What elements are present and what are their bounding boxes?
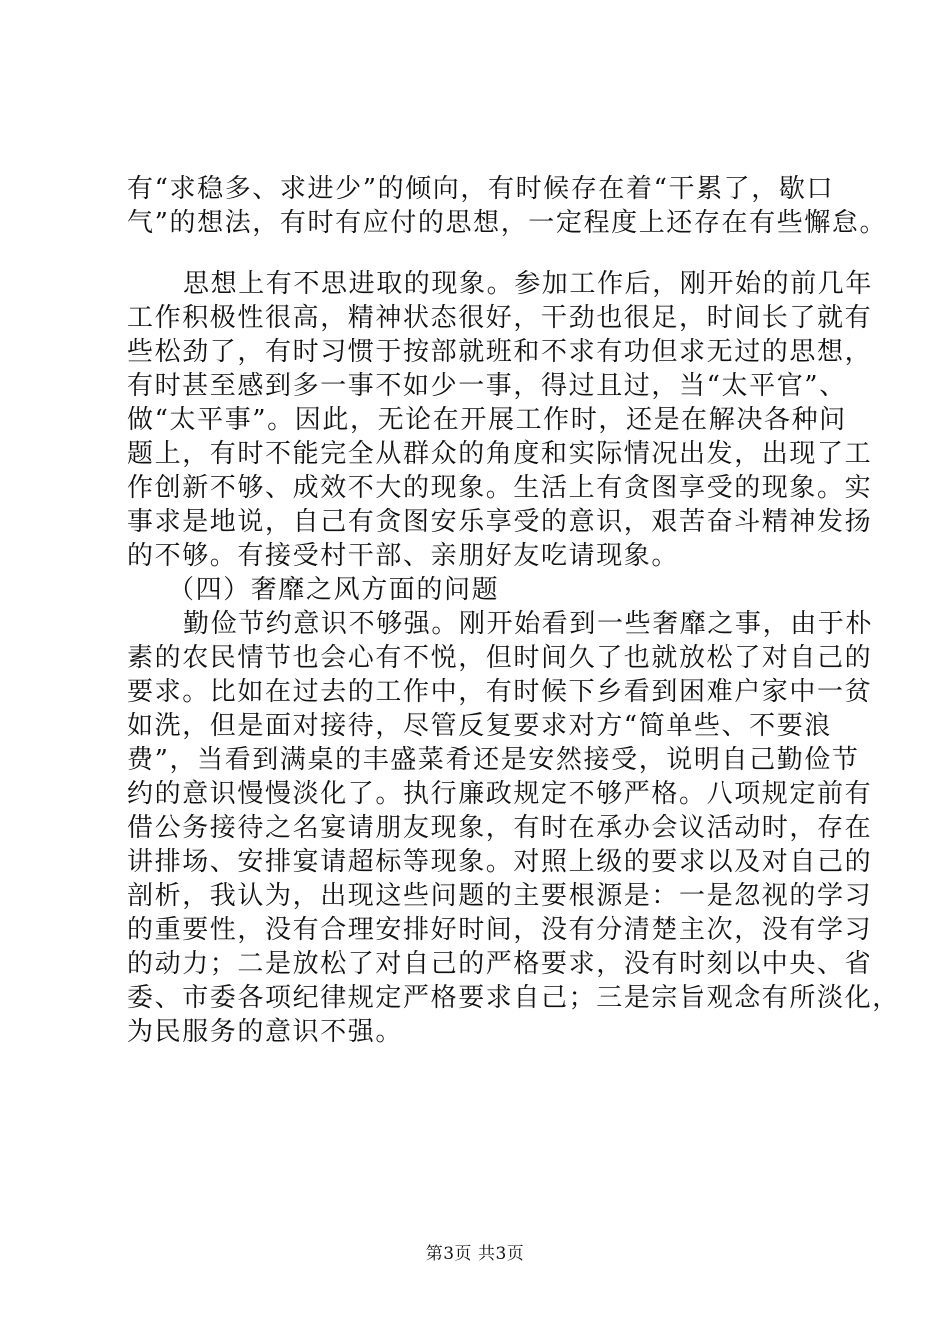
text-line: 约的意识慢慢淡化了。执行廉政规定不够严格。八项规定前有 [127,779,873,809]
text-line: 为民服务的意识不强。 [127,1017,404,1047]
text-line: 委、市委各项纪律规定严格要求自己；三是宗旨观念有所淡化， [127,983,900,1013]
text-line: 作创新不够、成效不大的现象。生活上有贪图享受的现象。实 [127,473,873,503]
text-line: 的动力；二是放松了对自己的严格要求，没有时刻以中央、省 [127,949,873,979]
text-line: 有“求稳多、求进少”的倾向，有时候存在着“干累了，歇口 [127,174,835,204]
text-line: 工作积极性很高，精神状态很好，干劲也很足，时间长了就有 [127,303,873,333]
text-line: 的不够。有接受村干部、亲朋好友吃请现象。 [127,541,680,571]
page-footer: 第3页 共3页 [425,1244,525,1264]
text-line: 事求是地说，自己有贪图安乐享受的意识，艰苦奋斗精神发扬 [127,507,873,537]
text-line: 的重要性，没有合理安排好时间，没有分清楚主次，没有学习 [127,915,873,945]
text-line: 有时甚至感到多一事不如少一事，得过且过，当“太平官”、 [127,371,847,401]
text-line: 思想上有不思进取的现象。参加工作后，刚开始的前几年 [183,269,874,299]
text-line: 素的农民情节也会心有不悦，但时间久了也就放松了对自己的 [127,643,873,673]
section-heading: （四）奢靡之风方面的问题 [168,575,500,605]
text-line: 剖析，我认为，出现这些问题的主要根源是：一是忽视的学习 [127,881,873,911]
text-line: 做“太平事”。因此，无论在开展工作时，还是在解决各种问 [127,405,847,435]
text-line: 要求。比如在过去的工作中，有时候下乡看到困难户家中一贫 [127,677,873,707]
text-line: 气”的想法，有时有应付的思想，一定程度上还存在有些懈怠。 [127,208,888,238]
text-line: 题上，有时不能完全从群众的角度和实际情况出发，出现了工 [127,439,873,469]
text-line: 如洗，但是面对接待，尽管反复要求对方“简单些、不要浪 [127,711,832,741]
text-line: 借公务接待之名宴请朋友现象，有时在承办会议活动时，存在 [127,813,873,843]
text-line: 些松劲了，有时习惯于按部就班和不求有功但求无过的思想， [127,337,873,367]
text-line: 讲排场、安排宴请超标等现象。对照上级的要求以及对自己的 [127,847,873,877]
text-line: 费”，当看到满桌的丰盛菜肴还是安然接受，说明自己勤俭节 [127,745,860,775]
text-line: 勤俭节约意识不够强。刚开始看到一些奢靡之事，由于朴 [183,609,874,639]
